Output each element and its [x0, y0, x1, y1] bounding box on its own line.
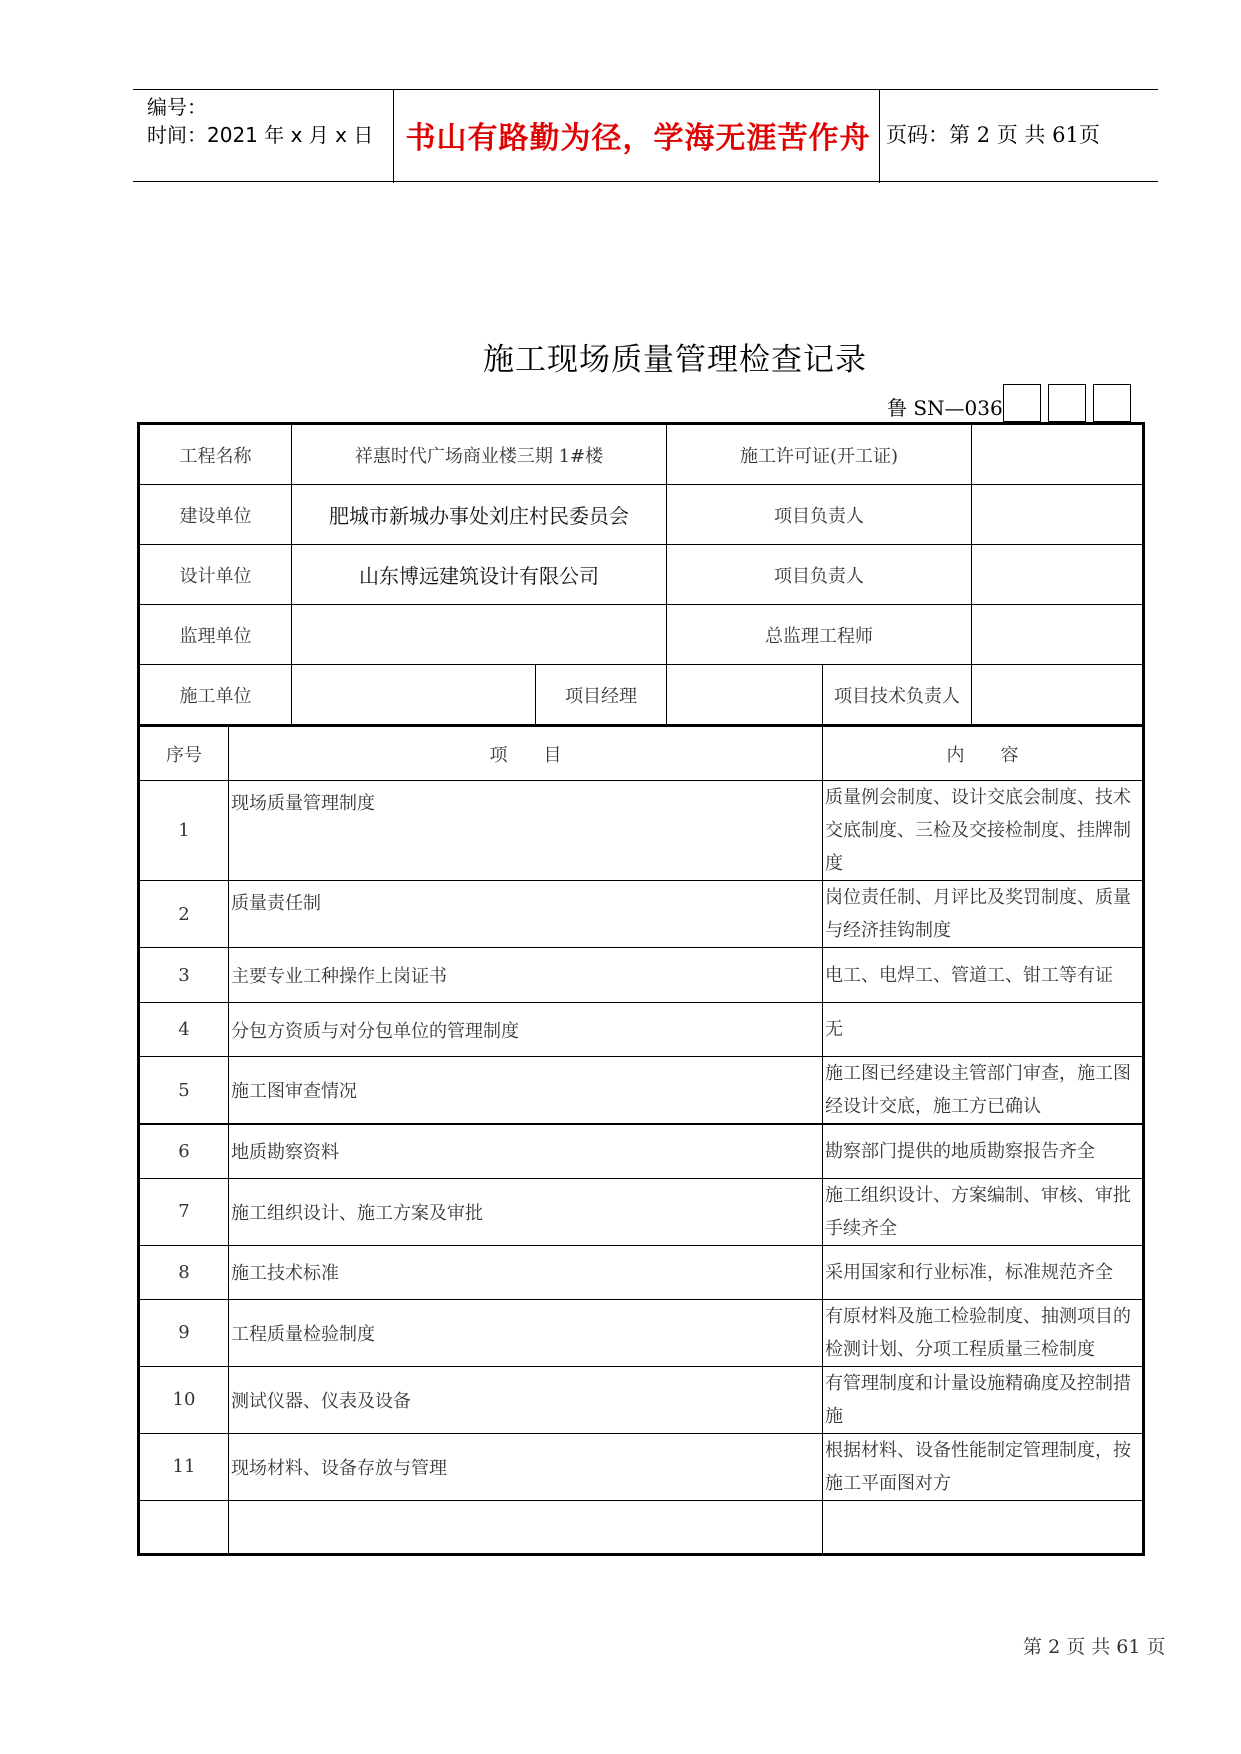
table-row — [139, 881, 1144, 948]
design-label: 设计单位 — [139, 545, 292, 605]
info-row-supervision — [139, 605, 1144, 665]
row-number: 1 — [139, 781, 229, 881]
row-number: 3 — [139, 948, 229, 1003]
code-box — [1093, 384, 1131, 422]
row-number: 4 — [139, 1003, 229, 1057]
supervision-value — [292, 605, 667, 665]
code-box — [1003, 384, 1041, 422]
table-row — [139, 1124, 1144, 1178]
design-leader-label: 项目负责人 — [667, 545, 972, 605]
row-content: 施工图已经建设主管部门审查，施工图经设计交底，施工方已确认 — [823, 1057, 1144, 1125]
row-content: 勘察部门提供的地质勘察报告齐全 — [823, 1124, 1144, 1178]
pm-label: 项目经理 — [536, 665, 667, 726]
permit-value — [972, 424, 1144, 485]
row-item: 工程质量检验制度 — [229, 1299, 823, 1366]
design-value: 山东博远建筑设计有限公司 — [292, 545, 667, 605]
row-number: 11 — [139, 1433, 229, 1500]
row-item: 施工组织设计、施工方案及审批 — [229, 1178, 823, 1245]
code-box — [1048, 384, 1086, 422]
page-footer: 第 2 页 共 61 页 — [1023, 1636, 1166, 1658]
owner-leader-label: 项目负责人 — [667, 485, 972, 545]
page-header — [133, 89, 1158, 183]
row-number: 7 — [139, 1178, 229, 1245]
row-content — [823, 1500, 1144, 1554]
row-content: 质量例会制度、设计交底会制度、技术交底制度、三检及交接检制度、挂牌制度 — [823, 781, 1144, 881]
header-divider — [393, 89, 394, 183]
table-row — [139, 1299, 1144, 1366]
project-name-value: 祥惠时代广场商业楼三期 1#楼 — [292, 424, 667, 485]
footer-page-total: 61 — [1116, 1636, 1141, 1658]
chief-engineer-label: 总监理工程师 — [667, 605, 972, 665]
row-number: 9 — [139, 1299, 229, 1366]
row-number: 6 — [139, 1124, 229, 1178]
row-number — [139, 1500, 229, 1554]
tech-leader-value — [972, 665, 1144, 726]
row-content: 有原材料及施工检验制度、抽测项目的检测计划、分项工程质量三检制度 — [823, 1299, 1144, 1366]
table-row — [139, 1366, 1144, 1433]
contractor-label: 施工单位 — [139, 665, 292, 726]
table-row — [139, 1245, 1144, 1299]
row-content: 无 — [823, 1003, 1144, 1057]
chief-engineer-value — [972, 605, 1144, 665]
col-item-header: 项 目 — [229, 726, 823, 781]
contractor-value — [292, 665, 536, 726]
table-row — [139, 1057, 1144, 1125]
row-number: 2 — [139, 881, 229, 948]
row-content: 采用国家和行业标准，标准规范齐全 — [823, 1245, 1144, 1299]
info-row-project — [139, 424, 1144, 485]
table-row — [139, 1500, 1144, 1554]
design-leader-value — [972, 545, 1144, 605]
row-item: 分包方资质与对分包单位的管理制度 — [229, 1003, 823, 1057]
table-row — [139, 1178, 1144, 1245]
row-content: 施工组织设计、方案编制、审核、审批手续齐全 — [823, 1178, 1144, 1245]
info-row-contractor — [139, 665, 1144, 726]
table-row — [139, 1003, 1144, 1057]
document-title: 施工现场质量管理检查记录 — [483, 342, 867, 378]
permit-label: 施工许可证(开工证) — [667, 424, 972, 485]
time-label: 时间：2021 年 x 月 x 日 — [147, 123, 374, 147]
row-item: 测试仪器、仪表及设备 — [229, 1366, 823, 1433]
header-motto: 书山有路勤为径，学海无涯苦作舟 — [405, 121, 871, 156]
owner-label: 建设单位 — [139, 485, 292, 545]
info-row-owner — [139, 485, 1144, 545]
owner-leader-value — [972, 485, 1144, 545]
pm-value — [667, 665, 823, 726]
row-number: 5 — [139, 1057, 229, 1125]
header-bottom-rule — [133, 181, 1158, 182]
info-row-design — [139, 545, 1144, 605]
row-item: 现场质量管理制度 — [229, 781, 823, 881]
form-code: 鲁 SN—036 — [887, 396, 1003, 420]
row-number: 10 — [139, 1366, 229, 1433]
table-row — [139, 948, 1144, 1003]
row-content: 电工、电焊工、管道工、钳工等有证 — [823, 948, 1144, 1003]
project-name-label: 工程名称 — [139, 424, 292, 485]
table-row — [139, 1433, 1144, 1500]
row-number: 8 — [139, 1245, 229, 1299]
header-meta — [147, 93, 373, 149]
page-total: 61 — [1052, 123, 1079, 147]
row-item: 施工图审查情况 — [229, 1057, 823, 1125]
row-item — [229, 1500, 823, 1554]
footer-page-number: 2 — [1048, 1636, 1061, 1658]
supervision-label: 监理单位 — [139, 605, 292, 665]
col-content-header: 内 容 — [823, 726, 1144, 781]
row-content: 根据材料、设备性能制定管理制度，按施工平面图对方 — [823, 1433, 1144, 1500]
row-item: 主要专业工种操作上岗证书 — [229, 948, 823, 1003]
inspection-table — [137, 422, 1145, 1556]
table-row — [139, 781, 1144, 881]
page-number: 2 — [976, 123, 991, 147]
row-item: 质量责任制 — [229, 881, 823, 948]
tech-leader-label: 项目技术负责人 — [823, 665, 972, 726]
header-page-indicator: 页码：第 2 页 共 61页 — [886, 123, 1100, 147]
owner-value: 肥城市新城办事处刘庄村民委员会 — [292, 485, 667, 545]
row-content: 岗位责任制、月评比及奖罚制度、质量与经济挂钩制度 — [823, 881, 1144, 948]
row-content: 有管理制度和计量设施精确度及控制措施 — [823, 1366, 1144, 1433]
number-label: 编号： — [147, 95, 207, 119]
col-seq-header: 序号 — [139, 726, 229, 781]
header-top-rule — [133, 89, 1158, 90]
checklist-header — [139, 726, 1144, 781]
row-item: 地质勘察资料 — [229, 1124, 823, 1178]
row-item: 现场材料、设备存放与管理 — [229, 1433, 823, 1500]
row-item: 施工技术标准 — [229, 1245, 823, 1299]
